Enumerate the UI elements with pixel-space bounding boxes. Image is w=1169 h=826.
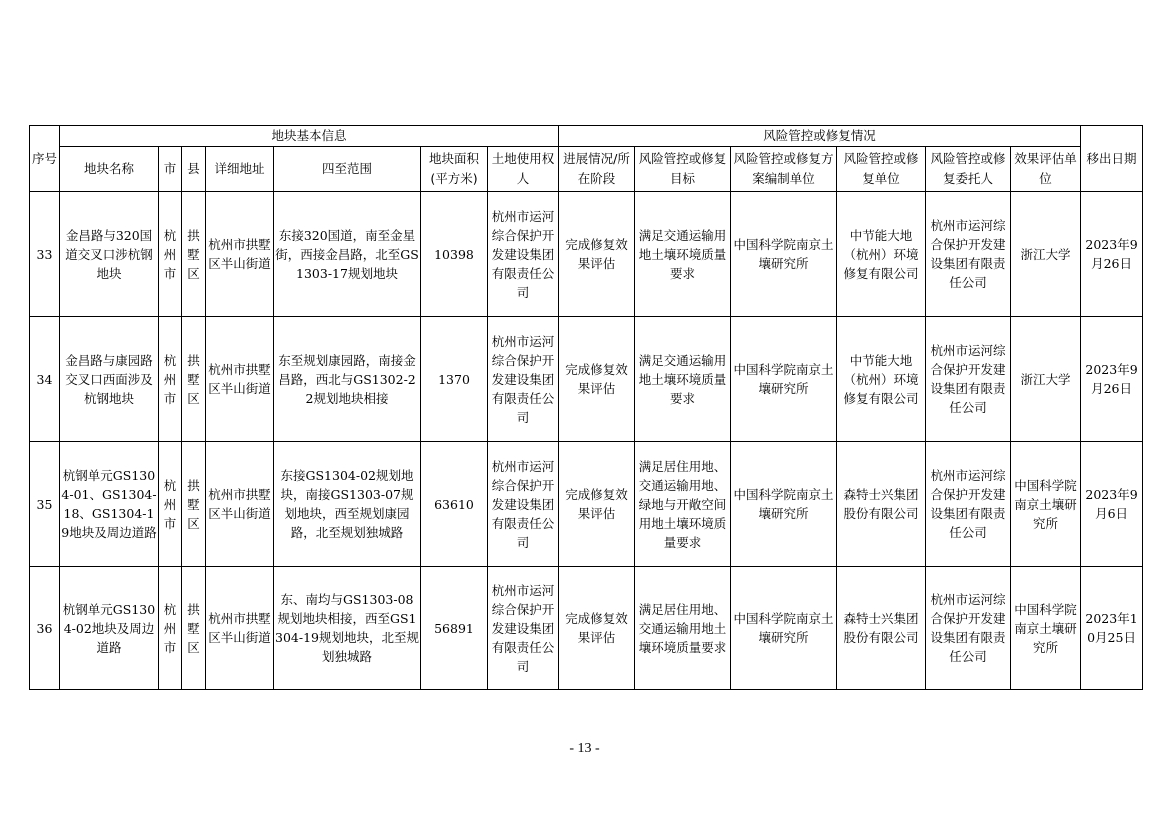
cell-eval-unit: 浙江大学 bbox=[1011, 192, 1081, 317]
header-client: 风险管控或修复委托人 bbox=[926, 147, 1011, 192]
cell-repair-unit: 森特士兴集团股份有限公司 bbox=[837, 567, 926, 690]
cell-city: 杭州市 bbox=[159, 567, 182, 690]
cell-seq: 36 bbox=[30, 567, 60, 690]
cell-client: 杭州市运河综合保护开发建设集团有限责任公司 bbox=[926, 567, 1011, 690]
header-goal: 风险管控或修复目标 bbox=[635, 147, 731, 192]
cell-seq: 34 bbox=[30, 317, 60, 442]
cell-area: 1370 bbox=[421, 317, 488, 442]
cell-client: 杭州市运河综合保护开发建设集团有限责任公司 bbox=[926, 442, 1011, 567]
cell-stage: 完成修复效果评估 bbox=[559, 192, 635, 317]
cell-boundary: 东接GS1304-02规划地块，南接GS1303-07规划地块，西至规划康园路，北至规划独城路 bbox=[274, 442, 421, 567]
header-city: 市 bbox=[159, 147, 182, 192]
cell-address: 杭州市拱墅区半山街道 bbox=[206, 567, 274, 690]
cell-address: 杭州市拱墅区半山街道 bbox=[206, 442, 274, 567]
header-removal-date: 移出日期 bbox=[1081, 126, 1143, 192]
cell-address: 杭州市拱墅区半山街道 bbox=[206, 192, 274, 317]
cell-county: 拱墅区 bbox=[182, 192, 206, 317]
cell-plan-unit: 中国科学院南京土壤研究所 bbox=[731, 442, 837, 567]
cell-goal: 满足居住用地、交通运输用地土壤环境质量要求 bbox=[635, 567, 731, 690]
cell-land-user: 杭州市运河综合保护开发建设集团有限责任公司 bbox=[488, 317, 559, 442]
cell-seq: 33 bbox=[30, 192, 60, 317]
cell-eval-unit: 中国科学院南京土壤研究所 bbox=[1011, 567, 1081, 690]
cell-removal-date: 2023年9月6日 bbox=[1081, 442, 1143, 567]
cell-repair-unit: 中节能大地（杭州）环境修复有限公司 bbox=[837, 317, 926, 442]
header-plan-unit: 风险管控或修复方案编制单位 bbox=[731, 147, 837, 192]
cell-removal-date: 2023年9月26日 bbox=[1081, 317, 1143, 442]
cell-plot-name: 杭钢单元GS1304-02地块及周边道路 bbox=[60, 567, 159, 690]
cell-address: 杭州市拱墅区半山街道 bbox=[206, 317, 274, 442]
cell-area: 63610 bbox=[421, 442, 488, 567]
cell-stage: 完成修复效果评估 bbox=[559, 442, 635, 567]
cell-plot-name: 金昌路与康园路交叉口西面涉及杭钢地块 bbox=[60, 317, 159, 442]
table-row bbox=[30, 567, 1143, 690]
header-county: 县 bbox=[182, 147, 206, 192]
plot-removal-table bbox=[29, 125, 1143, 690]
cell-repair-unit: 中节能大地（杭州）环境修复有限公司 bbox=[837, 192, 926, 317]
cell-boundary: 东接320国道，南至金星街，西接金昌路，北至GS1303-17规划地块 bbox=[274, 192, 421, 317]
cell-county: 拱墅区 bbox=[182, 317, 206, 442]
table-row bbox=[30, 317, 1143, 442]
cell-county: 拱墅区 bbox=[182, 442, 206, 567]
cell-stage: 完成修复效果评估 bbox=[559, 317, 635, 442]
cell-plan-unit: 中国科学院南京土壤研究所 bbox=[731, 192, 837, 317]
header-eval-unit: 效果评估单位 bbox=[1011, 147, 1081, 192]
cell-boundary: 东、南均与GS1303-08规划地块相接，西至GS1304-19规划地块，北至规划独城路 bbox=[274, 567, 421, 690]
cell-removal-date: 2023年9月26日 bbox=[1081, 192, 1143, 317]
header-address: 详细地址 bbox=[206, 147, 274, 192]
cell-goal: 满足交通运输用地土壤环境质量要求 bbox=[635, 192, 731, 317]
cell-repair-unit: 森特士兴集团股份有限公司 bbox=[837, 442, 926, 567]
cell-plan-unit: 中国科学院南京土壤研究所 bbox=[731, 317, 837, 442]
cell-city: 杭州市 bbox=[159, 442, 182, 567]
cell-land-user: 杭州市运河综合保护开发建设集团有限责任公司 bbox=[488, 567, 559, 690]
cell-client: 杭州市运河综合保护开发建设集团有限责任公司 bbox=[926, 192, 1011, 317]
cell-seq: 35 bbox=[30, 442, 60, 567]
cell-eval-unit: 浙江大学 bbox=[1011, 317, 1081, 442]
cell-city: 杭州市 bbox=[159, 317, 182, 442]
cell-county: 拱墅区 bbox=[182, 567, 206, 690]
cell-land-user: 杭州市运河综合保护开发建设集团有限责任公司 bbox=[488, 192, 559, 317]
cell-goal: 满足居住用地、交通运输用地、绿地与开敞空间用地土壤环境质量要求 bbox=[635, 442, 731, 567]
cell-area: 10398 bbox=[421, 192, 488, 317]
header-group-basic: 地块基本信息 bbox=[60, 126, 559, 147]
header-group-risk: 风险管控或修复情况 bbox=[559, 126, 1081, 147]
header-area: 地块面积(平方米) bbox=[421, 147, 488, 192]
page-number: - 13 - bbox=[569, 741, 600, 756]
cell-land-user: 杭州市运河综合保护开发建设集团有限责任公司 bbox=[488, 442, 559, 567]
header-seq: 序号 bbox=[30, 126, 60, 192]
cell-removal-date: 2023年10月25日 bbox=[1081, 567, 1143, 690]
cell-stage: 完成修复效果评估 bbox=[559, 567, 635, 690]
header-land-user: 土地使用权人 bbox=[488, 147, 559, 192]
table-row bbox=[30, 192, 1143, 317]
cell-goal: 满足交通运输用地土壤环境质量要求 bbox=[635, 317, 731, 442]
cell-boundary: 东至规划康园路，南接金昌路，西北与GS1302-22规划地块相接 bbox=[274, 317, 421, 442]
header-repair-unit: 风险管控或修复单位 bbox=[837, 147, 926, 192]
header-plot-name: 地块名称 bbox=[60, 147, 159, 192]
header-boundary: 四至范围 bbox=[274, 147, 421, 192]
cell-eval-unit: 中国科学院南京土壤研究所 bbox=[1011, 442, 1081, 567]
header-stage: 进展情况/所在阶段 bbox=[559, 147, 635, 192]
cell-client: 杭州市运河综合保护开发建设集团有限责任公司 bbox=[926, 317, 1011, 442]
cell-area: 56891 bbox=[421, 567, 488, 690]
cell-plot-name: 杭钢单元GS1304-01、GS1304-18、GS1304-19地块及周边道路 bbox=[60, 442, 159, 567]
cell-plan-unit: 中国科学院南京土壤研究所 bbox=[731, 567, 837, 690]
table-row bbox=[30, 442, 1143, 567]
cell-plot-name: 金昌路与320国道交叉口涉杭钢地块 bbox=[60, 192, 159, 317]
cell-city: 杭州市 bbox=[159, 192, 182, 317]
